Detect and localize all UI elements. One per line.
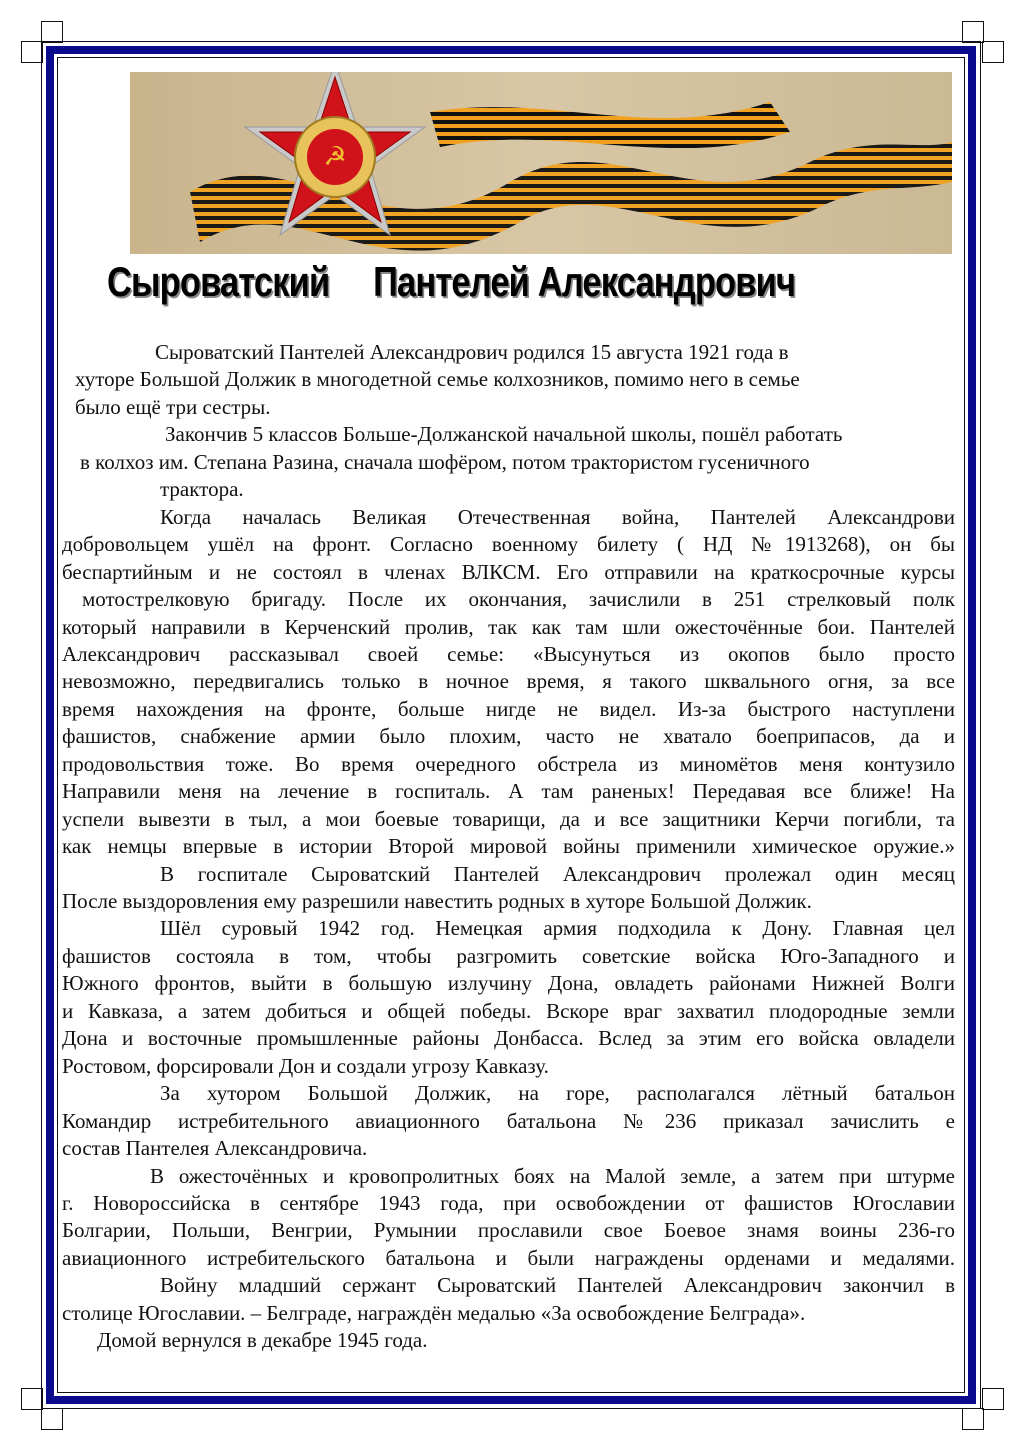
text-line: продовольствия тоже. Во время очередного обстрела из миномётов меня контузило (62, 751, 955, 776)
text-line: столице Югославии. – Белграде, награждён медалью «За освобождение Белграда». (62, 1300, 806, 1325)
text-line: который направили в Керченский пролив, так как там шли ожесточённые бои. Пантелей (62, 614, 955, 639)
text-line: Командир истребительного авиационного батальона №236 приказал зачислить е (62, 1108, 955, 1133)
text-line: Болгарии, Польши, Венгрии, Румынии прославили свое Боевое знамя воины 236-го (62, 1218, 955, 1243)
text-line: Александрович рассказывал своей семье: «Высунуться из окопов было просто (62, 641, 955, 666)
text-line: За хутором Большой Должик, на горе, располагался лётный батальон (160, 1081, 955, 1106)
border-corner-ornament (41, 21, 63, 43)
text-line: время нахождения на фронте, больше нигде не видел. Из-за быстрого наступлени (62, 696, 955, 721)
text-line: Южного фронтов, выйти в большую излучину Дона, овладеть районами Нижней Волги (62, 971, 955, 996)
text-line: Домой вернулся в декабре 1945 года. (97, 1328, 428, 1353)
text-line: Направили меня на лечение в госпиталь. А там раненых! Передавая все ближе! На (62, 779, 955, 804)
border-corner-ornament (982, 1388, 1004, 1410)
text-line: Сыроватский Пантелей Александрович родился 15 августа 1921 года в (155, 340, 789, 364)
text-line: Ростовом, форсировали Дон и создали угрозу Кавказу. (62, 1053, 549, 1078)
text-line: После выздоровления ему разрешили навестить родных в хуторе Большой Должик. (62, 889, 812, 913)
text-line: было ещё три сестры. (75, 394, 271, 419)
text-line: и Кавказа, а затем добиться и общей победы. Вскоре враг захватил плодородные земли (62, 998, 955, 1023)
text-line: Когда началась Великая Отечественная война, Пантелей Александрови (160, 504, 955, 529)
text-line: успели вывезти в тыл, а мои боевые товарищи, да и все защитники Керчи погибли, та (62, 806, 955, 831)
text-line: в колхоз им. Степана Разина, сначала шофёром, потом трактористом гусеничного (80, 449, 810, 474)
text-line: состав Пантелея Александровича. (62, 1136, 368, 1161)
text-line: фашистов состояла в том, чтобы разгромить советские войска Юго-Западного и (62, 943, 955, 968)
text-line: хуторе Большой Должик в многодетной семье колхозников, помимо него в семье (75, 367, 800, 392)
svg-text:☭: ☭ (323, 142, 347, 172)
biography-text (62, 0, 955, 1449)
border-corner-ornament (982, 41, 1004, 63)
text-line: г. Новороссийска в сентябре 1943 года, при освобождении от фашистов Югославии (62, 1190, 955, 1215)
text-line: Войну младший сержант Сыроватский Пантелей Александрович закончил в (160, 1273, 955, 1298)
border-corner-ornament (21, 41, 43, 63)
page-title: Сыроватский Пантелей Александрович (107, 258, 796, 305)
text-line: как немцы впервые в истории Второй мировой войны применили химическое оружие.» (62, 834, 955, 859)
text-line: беспартийным и не состоял в членах ВЛКСМ. Его отправили на краткосрочные курсы (62, 559, 955, 584)
border-corner-ornament (21, 1388, 43, 1410)
text-line: добровольцем ушёл на фронт. Согласно военному билету ( НД №1913268), он бы (62, 532, 955, 557)
text-line: трактора. (160, 477, 244, 502)
border-corner-ornament (962, 21, 984, 43)
text-line: Закончив 5 классов Больше-Должанской начальной школы, пошёл работать (165, 422, 843, 447)
text-line: невозможно, передвигались только в ночное время, я такого шквального огня, за все (62, 669, 955, 694)
border-corner-ornament (41, 1408, 63, 1430)
text-line: фашистов, снабжение армии было плохим, часто не хватало боеприпасов, да и (62, 724, 955, 749)
text-line: мотострелковую бригаду. После их окончания, зачислили в 251 стрелковый полк (82, 587, 955, 612)
text-line: Дона и восточные промышленные районы Донбасса. Вслед за этим его войска овладели (62, 1026, 955, 1051)
text-line: авиационного истребительского батальона и были награждены орденами и медалями. (62, 1245, 955, 1270)
text-line: В госпитале Сыроватский Пантелей Александрович пролежал один месяц (160, 861, 955, 886)
text-line: В ожесточённых и кровопролитных боях на Малой земле, а затем при штурме (150, 1163, 955, 1188)
text-line: Шёл суровый 1942 год. Немецкая армия подходила к Дону. Главная цел (160, 916, 955, 941)
border-corner-ornament (962, 1408, 984, 1430)
